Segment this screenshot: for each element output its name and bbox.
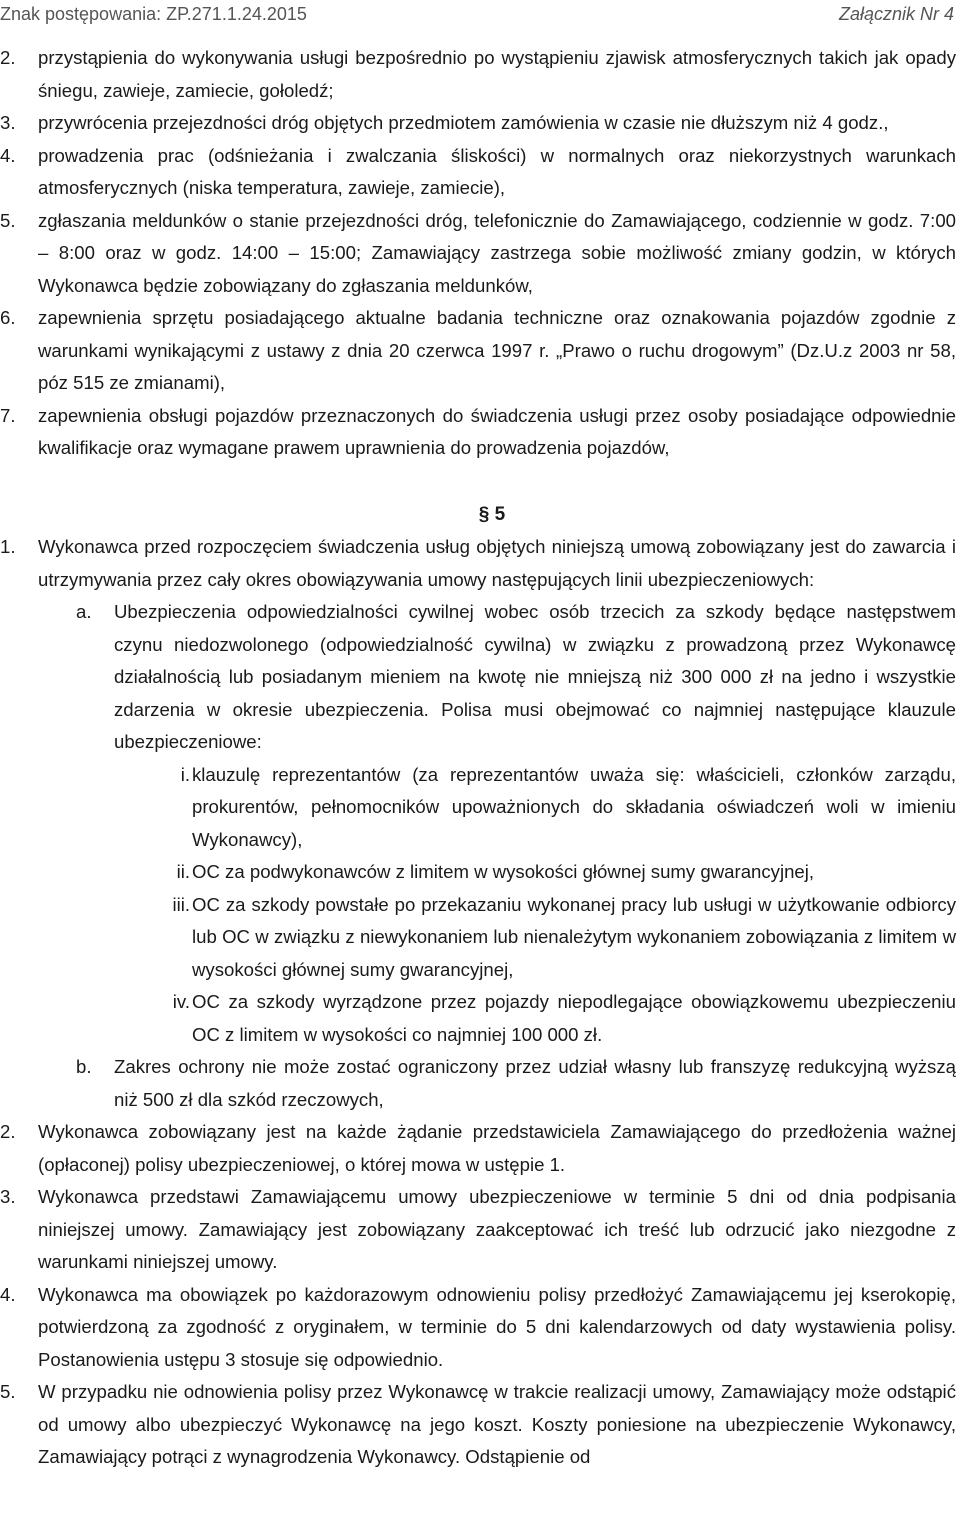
item-number: iii.	[172, 893, 190, 915]
item-number: ii.	[176, 861, 190, 882]
item-text: Wykonawca przed rozpoczęciem świadczenia usług objętych niniejszą umową zobowiązany jest do zawarcia i utrzymywania przez cały okres obowiązywania umowy następujących linii ubezpieczeniowych:	[38, 536, 956, 590]
item-number: 1.	[0, 536, 16, 557]
item-text: OC za szkody wyrządzone przez pojazdy niepodlegające obowiązkowemu ubezpieczeniu OC z limitem w wysokości co najmniej 100 000 zł.	[192, 991, 956, 1045]
list-item	[0, 1181, 956, 1279]
list-item	[0, 205, 956, 303]
item-text: Wykonawca ma obowiązek po każdorazowym odnowieniu polisy przedłożyć Zamawiającemu jej kserokopię, potwierdzoną za zgodność z oryginałem, w terminie do 5 dni kalendarzowych od daty wystawienia polisy. Postanowienia ustępu 3 stosuje się odpowiednio.	[38, 1283, 956, 1370]
list-item	[0, 42, 956, 107]
section-heading: § 5	[478, 503, 506, 525]
item-text: zgłaszania meldunków o stanie przejezdności dróg, telefonicznie do Zamawiającego, codziennie w godz. 7:00 – 8:00 oraz w godz. 14:00 – 15:00; Zamawiający zastrzega sobie możliwość zmiany godzin, w których Wykonawca będzie zobowiązany do zgłaszania meldunków,	[38, 209, 956, 296]
item-number: i.	[180, 763, 190, 785]
list-item	[0, 1279, 956, 1377]
item-number: 5.	[0, 1381, 16, 1402]
list-item	[0, 1116, 956, 1181]
sub-sub-list-item	[0, 856, 956, 889]
list-item	[0, 1376, 956, 1474]
item-number: 4.	[0, 144, 16, 166]
list-item	[0, 140, 956, 205]
sub-list-item	[0, 596, 956, 759]
document-body	[0, 42, 956, 1474]
case-number: Znak postępowania: ZP.271.1.24.2015	[0, 4, 307, 24]
item-number: 6.	[0, 307, 16, 328]
item-text: W przypadku nie odnowienia polisy przez Wykonawcę w trakcie realizacji umowy, Zamawiający może odstąpić od umowy albo ubezpieczyć Wykonawcę na jego koszt. Koszty poniesione na ubezpieczenie Wykonawcy, Zamawiający potrąci z wynagrodzenia Wykonawcy. Odstąpienie od	[38, 1381, 956, 1467]
item-text: klauzulę reprezentantów (za reprezentantów uważa się: właścicieli, członków zarządu, prokurentów, pełnomocników upoważnionych do składania oświadczeń woli w imieniu Wykonawcy),	[192, 763, 956, 850]
item-text: przystąpienia do wykonywania usługi bezpośrednio po wystąpieniu zjawisk atmosferycznych takich jak opady śniegu, zawieje, zamiecie, gołoledź;	[38, 47, 956, 101]
item-number: 7.	[0, 404, 16, 426]
item-text: zapewnienia obsługi pojazdów przeznaczonych do świadczenia usługi przez osoby posiadające odpowiednie kwalifikacje oraz wymagane prawem uprawnienia do prowadzenia pojazdów,	[38, 404, 956, 458]
list-item	[0, 302, 956, 400]
item-number: 5.	[0, 209, 16, 231]
sub-sub-list-item	[0, 759, 956, 857]
attachment-label: Załącznik Nr 4	[838, 4, 954, 24]
sub-sub-list-item	[0, 986, 956, 1051]
item-text: Wykonawca przedstawi Zamawiającemu umowy ubezpieczeniowe w terminie 5 dni od dnia podpisania niniejszej umowy. Zamawiający jest zobowiązany zaakceptować ich treść lub odrzucić jako niezgodne z warunkami niniejszej umowy.	[38, 1186, 956, 1272]
item-number: 4.	[0, 1283, 16, 1305]
item-number: iv.	[172, 991, 190, 1012]
item-number: 2.	[0, 47, 16, 68]
item-text: OC za szkody powstałe po przekazaniu wykonanej pracy lub usługi w użytkowanie odbiorcy lub OC w związku z niewykonaniem lub nienależytym wykonaniem zobowiązania z limitem w wysokości głównej sumy gwarancyjnej,	[192, 893, 956, 980]
item-text: Zakres ochrony nie może zostać ograniczony przez udział własny lub franszyzę redukcyjną wyższą niż 500 zł dla szkód rzeczowych,	[114, 1056, 956, 1110]
sub-sub-list-item	[0, 889, 956, 987]
sub-list-item	[0, 1051, 956, 1116]
item-text: Wykonawca zobowiązany jest na każde żądanie przedstawiciela Zamawiającego do przedłożenia ważnej (opłaconej) polisy ubezpieczeniowej, o której mowa w ustępie 1.	[38, 1121, 956, 1175]
item-number: 3.	[0, 1186, 16, 1207]
list-item	[0, 107, 956, 140]
item-text: prowadzenia prac (odśnieżania i zwalczania śliskości) w normalnych oraz niekorzystnych warunkach atmosferycznych (niska temperatura, zawieje, zamiecie),	[38, 144, 956, 198]
item-text: zapewnienia sprzętu posiadającego aktualne badania techniczne oraz oznakowania pojazdów zgodnie z warunkami wynikającymi z ustawy z dnia 20 czerwca 1997 r. „Prawo o ruchu drogowym” (Dz.U.z 2003 nr 58, póz 515 ze zmianami),	[38, 307, 956, 393]
list-item	[0, 531, 956, 596]
item-text: przywrócenia przejezdności dróg objętych przedmiotem zamówienia w czasie nie dłuższym niż 4 godz.,	[38, 112, 889, 133]
item-number: a.	[76, 601, 92, 622]
item-text: OC za podwykonawców z limitem w wysokości głównej sumy gwarancyjnej,	[192, 861, 815, 882]
item-number: 2.	[0, 1121, 16, 1142]
list-item	[0, 400, 956, 465]
item-text: Ubezpieczenia odpowiedzialności cywilnej wobec osób trzecich za szkody będące następstwem czynu niedozwolonego (odpowiedzialność cywilna) w związku z prowadzoną przez Wykonawcę działalnością lub posiadanym mieniem na kwotę nie mniejszą niż 300 000 zł na jedno i wszystkie zdarzenia w okresie ubezpieczenia. Polisa musi obejmować co najmniej następujące klauzule ubezpieczeniowe:	[114, 601, 956, 752]
item-number: b.	[76, 1056, 92, 1077]
page-header	[0, 4, 954, 30]
item-number: 3.	[0, 112, 16, 133]
